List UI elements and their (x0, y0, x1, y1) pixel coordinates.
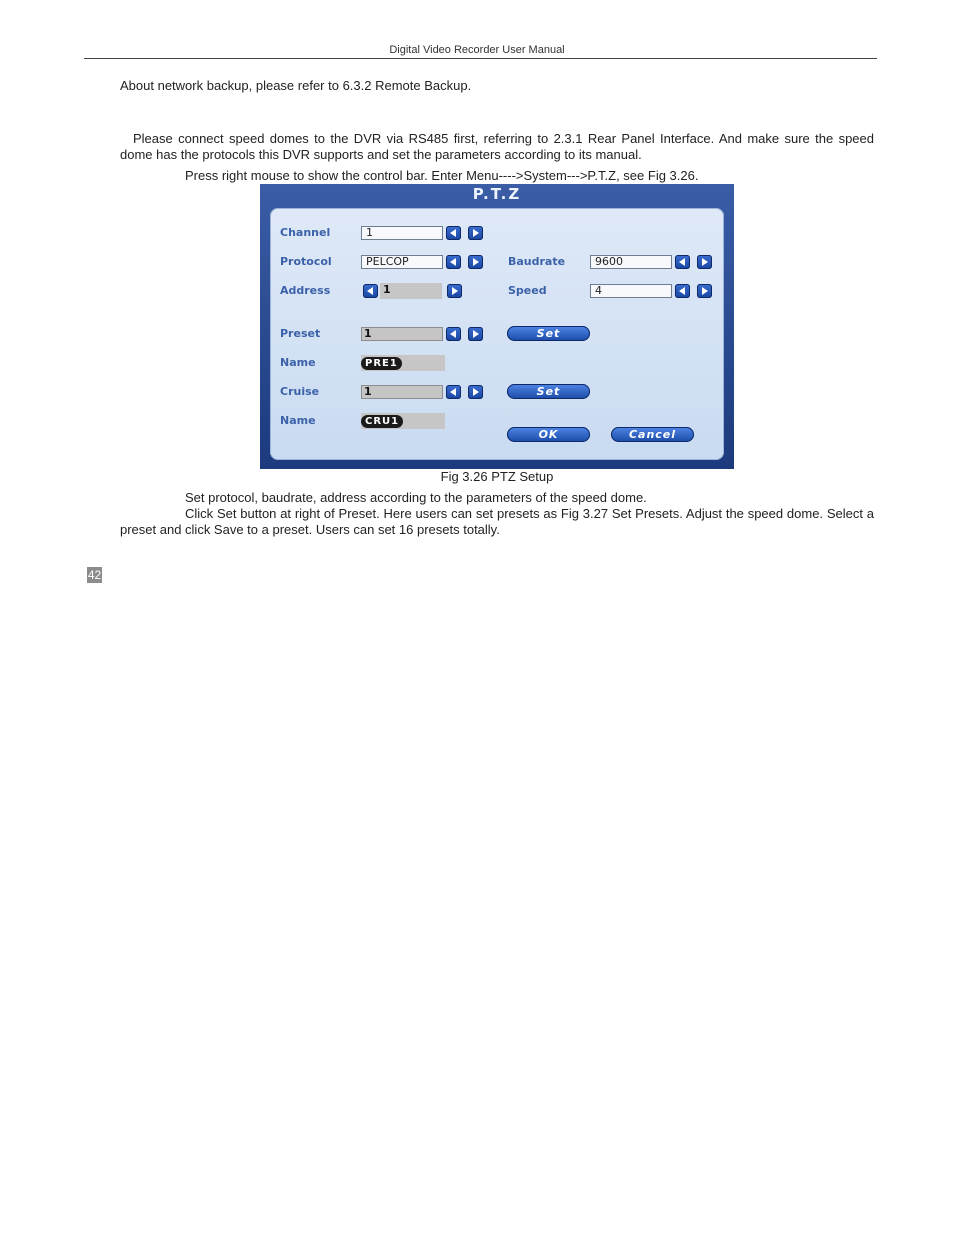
baudrate-prev-arrow-icon[interactable] (675, 255, 690, 269)
cruise-prev-arrow-icon[interactable] (446, 385, 461, 399)
speed-prev-arrow-icon[interactable] (675, 284, 690, 298)
cruise-next-arrow-icon[interactable] (468, 385, 483, 399)
protocol-label: Protocol (280, 255, 332, 268)
channel-next-arrow-icon[interactable] (468, 226, 483, 240)
cruise-set-button[interactable]: Set (507, 384, 590, 399)
cancel-button[interactable]: Cancel (611, 427, 694, 442)
speed-field[interactable]: 4 (590, 284, 672, 298)
dialog-panel (270, 208, 724, 460)
cruise-field[interactable]: 1 (361, 385, 443, 399)
address-next-arrow-icon[interactable] (447, 284, 462, 298)
preset-name-field[interactable]: PRE1 (361, 357, 402, 370)
baudrate-next-arrow-icon[interactable] (697, 255, 712, 269)
preset-name-label: Name (280, 356, 316, 369)
protocol-field[interactable]: PELCOP (361, 255, 443, 269)
ok-button[interactable]: OK (507, 427, 590, 442)
cruise-name-label: Name (280, 414, 316, 427)
running-header: Digital Video Recorder User Manual (389, 44, 565, 56)
channel-label: Channel (280, 226, 331, 239)
speed-next-arrow-icon[interactable] (697, 284, 712, 298)
backup-paragraph: About network backup, please refer to 6.3.2 Remote Backup. (120, 78, 472, 93)
enter-menu-paragraph: Press right mouse to show the control bar. Enter Menu---->System--->P.T.Z, see Fig 3.26. (185, 168, 699, 183)
connect-paragraph: Please connect speed domes to the DVR via RS485 first, referring to 2.3.1 Rear Panel Interface. And make sure the speed dome has the protocols this DVR supports and set the parameters according to its manual. (120, 131, 874, 162)
figure-caption: Fig 3.26 PTZ Setup (440, 469, 554, 484)
baudrate-label: Baudrate (508, 255, 566, 268)
preset-set-button[interactable]: Set (507, 326, 590, 341)
protocol-next-arrow-icon[interactable] (468, 255, 483, 269)
channel-field[interactable]: 1 (361, 226, 443, 240)
address-label: Address (280, 284, 331, 297)
preset-label: Preset (280, 327, 321, 340)
page-number: 42 (87, 568, 102, 582)
address-prev-arrow-icon[interactable] (363, 284, 378, 298)
channel-prev-arrow-icon[interactable] (446, 226, 461, 240)
cruise-name-field[interactable]: CRU1 (361, 415, 403, 428)
header-divider (84, 58, 877, 59)
set-protocol-paragraph: Set protocol, baudrate, address according to the parameters of the speed dome. (185, 490, 647, 505)
ptz-dialog (260, 184, 734, 469)
preset-prev-arrow-icon[interactable] (446, 327, 461, 341)
speed-label: Speed (508, 284, 547, 297)
preset-next-arrow-icon[interactable] (468, 327, 483, 341)
preset-field[interactable]: 1 (361, 327, 443, 341)
protocol-prev-arrow-icon[interactable] (446, 255, 461, 269)
address-field[interactable]: 1 (383, 283, 391, 296)
baudrate-field[interactable]: 9600 (590, 255, 672, 269)
cruise-label: Cruise (280, 385, 320, 398)
click-set-paragraph: Click Set button at right of Preset. Here users can set presets as Fig 3.27 Set Presets. Adjust the speed dome. Select a preset and click Save to a preset. Users can set 16 presets totally. (120, 506, 874, 537)
dialog-title: P.T.Z (472, 185, 522, 203)
